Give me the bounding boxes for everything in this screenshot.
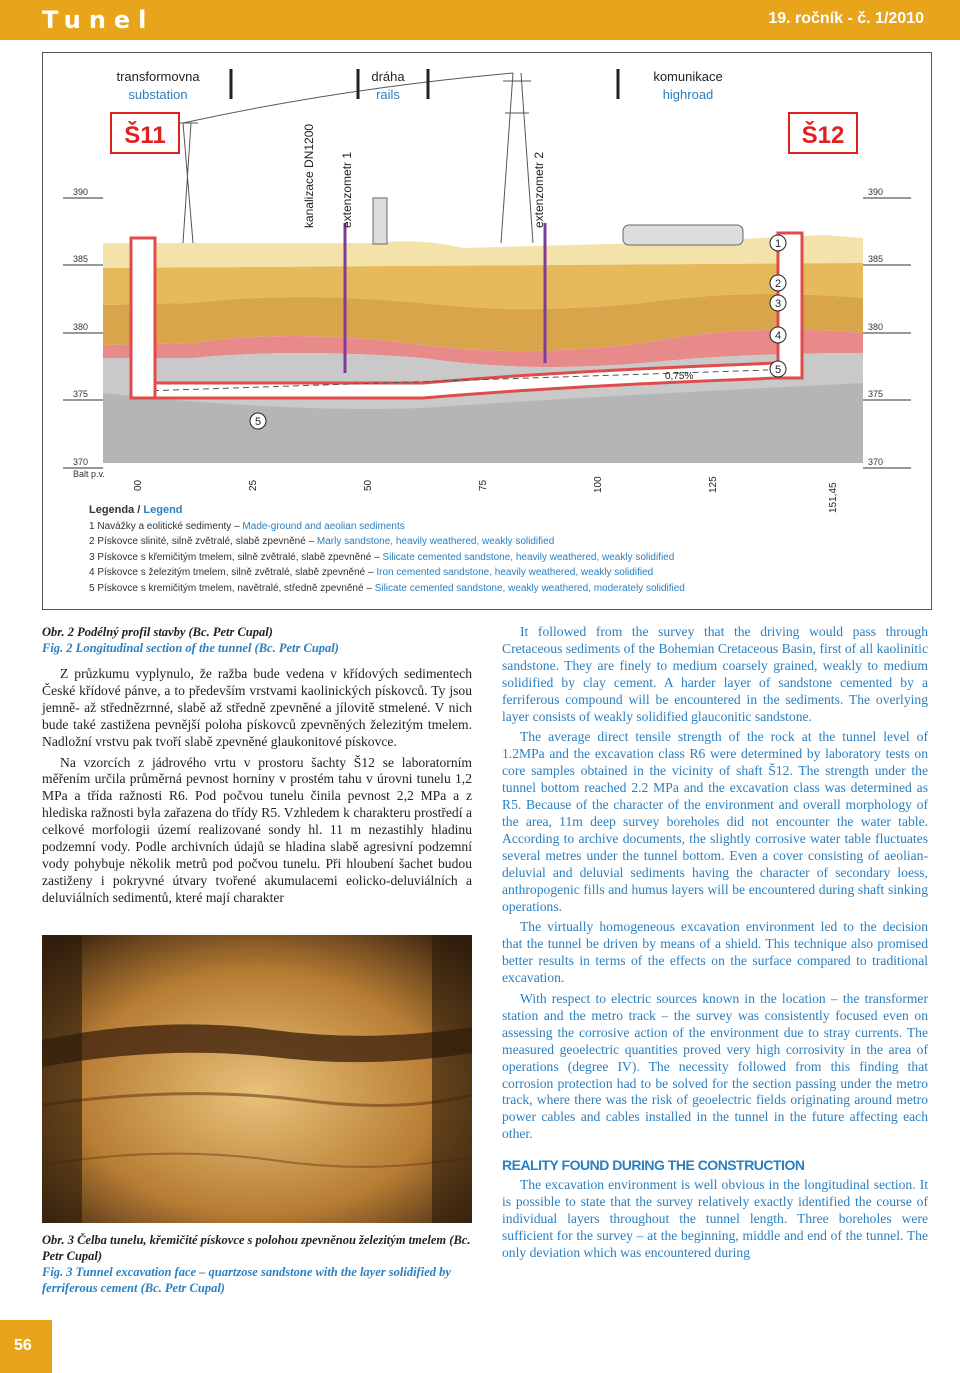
elev-right-390: 390 [868, 187, 884, 197]
marker-1: 1 [774, 238, 782, 250]
legend-title: Legenda / Legend [89, 504, 183, 516]
elev-right-370: 370 [868, 457, 884, 467]
left-column [42, 666, 472, 911]
right-paragraph: The average direct tensile strength of the rock at the tunnel level of 1.2MPa and the excavation class R6 were determined by laboratory tests on core samples obtained in the vicinity of shaft Š12. The strength under the tunnel bottom reached 2.2 MPa and the excavation class was determined as R5. Because of the character of the environment and overall morphology of the area, 11m deep survey boreholes did not encounter the water table. According to archive documents, the slightly corrosive water table fluctuates several metres under the tunnel bottom. Even a cover consisting of aeolian-deluvial and deluvial sediments having the character of secondary loess, anthropogenic fills and humus layers will be encountered during shaft sinking operations. [502, 729, 928, 914]
right-paragraph: With respect to electric sources known in the location – the transformer station and the metro track – the survey was consistently focused even on assessing the corrosive action of the environment due to stray currents. The measured geoelectric quantities proved very high corrosivity in the area of operations (degree IV). The necessity followed from this finding that corrosion protection had to be solved for the section passing under the metro track, where there was the risk of geoelectric fields originating around metro power cables and cables installed in the tunnel in the future affecting each other. [502, 991, 928, 1142]
top-labels [116, 69, 722, 102]
shaft-labels [111, 113, 857, 153]
page-header [0, 0, 960, 40]
sewer-label: kanalizace DN1200 [302, 123, 316, 228]
soil-layers [103, 233, 863, 463]
highroad-structure [623, 225, 743, 245]
fig3-caption-en: Fig. 3 Tunnel excavation face – quartzose sandstone with the layer solidified by ferriferous cement (Bc. Petr Cupal) [42, 1265, 451, 1295]
elev-left-380: 380 [73, 322, 89, 332]
extensometer-1-label: extenzometr 1 [340, 151, 354, 228]
station-50: 50 [363, 479, 374, 491]
pylon-1 [178, 123, 198, 243]
legend-item: 5 Pískovce s kremičitým tmelem, navětralé, středně zpevněné – Silicate cemented sandstone, weakly weathered, moderately solidified [89, 582, 685, 594]
page-number-box [0, 1320, 52, 1373]
issue-label: 19. ročník - č. 1/2010 [768, 10, 924, 27]
legend-item: 2 Pískovce slinité, silně zvětralé, slabě zpevněné – Marly sandstone, heavily weathered, weakly solidified [89, 536, 555, 547]
legend [89, 503, 685, 596]
extensometer-2-label: extenzometr 2 [532, 151, 546, 228]
left-paragraph: Z průzkumu vyplynulo, že ražba bude vedena v křídových sedimentech České křídové pánve, a to především vrstvami kaolinických pískovců. Ty jsou jemně- až střednězrnné, slabě až středně zpevněné a jílovitě stmelené. V nich bude také zastižena pevnější poloha pískovců zpevněných železitým tmelem. Nadložní vrstvu pak tvoří slabě zpevněné glaukonitové pískovce. [42, 666, 472, 749]
tram-structure [373, 198, 387, 244]
highroad-en: highroad [662, 87, 714, 102]
marker-4: 4 [774, 330, 782, 342]
substation-cz: transformovna [116, 69, 200, 84]
vertical-labels [302, 124, 546, 228]
fig2-caption [42, 624, 472, 656]
legend-item: 1 Navážky a eolitické sedimenty – Made-ground and aeolian sediments [89, 520, 405, 532]
station-25: 25 [248, 479, 259, 491]
marker-3: 3 [774, 298, 782, 310]
slope-label: 0,75% [665, 371, 694, 382]
right-column [502, 624, 928, 1266]
station-125: 125 [708, 476, 719, 493]
right-paragraph: The virtually homogeneous excavation environment led to the decision that the tunnel be driven by means of a shield. This technique also promised better results in terms of the effects on the surface compared to traditional excavation. [502, 919, 928, 986]
highroad-cz: komunikace [653, 69, 723, 84]
marker-bottom-5: 5 [254, 416, 262, 428]
elev-right-385: 385 [868, 254, 884, 264]
fig2-caption-cz: Obr. 2 Podélný profil stavby (Bc. Petr Cupal) [42, 625, 273, 639]
label-separators [231, 69, 618, 99]
elev-right-375: 375 [868, 389, 884, 399]
elev-left-385: 385 [73, 254, 89, 264]
magazine-logo: Tunel [42, 6, 155, 34]
station-100: 100 [593, 476, 604, 493]
elev-left-390: 390 [73, 187, 89, 197]
substation-en: substation [128, 87, 188, 102]
fig2-caption-en: Fig. 2 Longitudinal section of the tunnel (Bc. Petr Cupal) [42, 641, 339, 655]
elev-right-380: 380 [868, 322, 884, 332]
station-75: 75 [478, 479, 489, 491]
legend-item: 4 Pískovce s železitým tmelem, silně zvětralé, slabě zpevněné – Iron cemented sandstone, heavily weathered, weakly solidified [89, 567, 654, 578]
station-151-45: 151,45 [828, 482, 839, 513]
layer-1 [103, 233, 863, 268]
shaft-s12-label: Š12 [801, 122, 845, 149]
pylon-2 [501, 73, 533, 243]
left-paragraph: Na vzorcích z jádrového vrtu v prostoru šachty Š12 se laboratorním měřením určila průměrná pevnost horniny v prostém tahu v úrovni tunelu 1,2 MPa a třída ražnosti R6. Pod počvou tunelu činila pevnost 2,2 MPa a z hlediska ražnosti byla zařazena do třídy R5. Vzhledem k charakteru prostředí a celkové morfologii území realizované sondy hl. 11 m nezastihly hladinu podzemní vody. Podle archivních údajů se hladina slabě agresivní podzemní vody pohybuje několik metrů pod počvou tunelu. Při hloubení šachet budou zastiženy i pokryvné útvary tvořené akumulacemi eolicko-deluviálních a deluviálních sedimentů, které mají charakter [42, 754, 472, 905]
tunnel-face-image [42, 935, 472, 1223]
section-paragraph: The excavation environment is well obvious in the longitudinal section. It is possible to state that the survey relatively exactly identified the course of individual layers throughout the tunnel length. Three boreholes were sufficient for the survey – at the beginning, middle and end of the tunnel. The only deviation which was encountered during [502, 1177, 928, 1260]
rails-en: rails [376, 87, 400, 102]
tunnel-face-photo [42, 935, 472, 1223]
fig3-caption-cz: Obr. 3 Čelba tunelu, křemičité pískovce s polohou zpevněnou železitým tmelem (Bc. Petr Cupal) [42, 1233, 471, 1263]
section-heading: REALITY FOUND DURING THE CONSTRUCTION [502, 1157, 805, 1174]
shaft-s11-body [131, 238, 155, 398]
shaft-s11-label: Š11 [124, 122, 166, 149]
marker-5: 5 [774, 364, 782, 376]
page-number: 56 [14, 1337, 32, 1354]
fig3-caption [42, 1232, 472, 1296]
legend-item: 3 Pískovce s křemičitým tmelem, silně zvětralé, slabě zpevněné – Silicate cemented sandstone, heavily weathered, weakly solidified [89, 551, 675, 563]
longitudinal-section-figure [42, 52, 932, 610]
station-00: 00 [133, 479, 144, 491]
elev-left-375: 375 [73, 389, 89, 399]
right-paragraph: It followed from the survey that the driving would pass through Cretaceous sediments of the Bohemian Cretaceous Basin, first of all kaolinitic sandstone. They are finely to medium coarsely grained, weakly to medium solidified by clay cement. A harder layer of sandstone cemented by a ferriferous compound will be encountered in the sediments. The overlying layer consists of weakly solidified glauconitic sandstone. [502, 624, 928, 724]
datum-label: Balt p.v. [73, 469, 105, 479]
rails-cz: dráha [371, 69, 405, 84]
elev-left-370: 370 [73, 457, 89, 467]
marker-2: 2 [774, 278, 782, 290]
